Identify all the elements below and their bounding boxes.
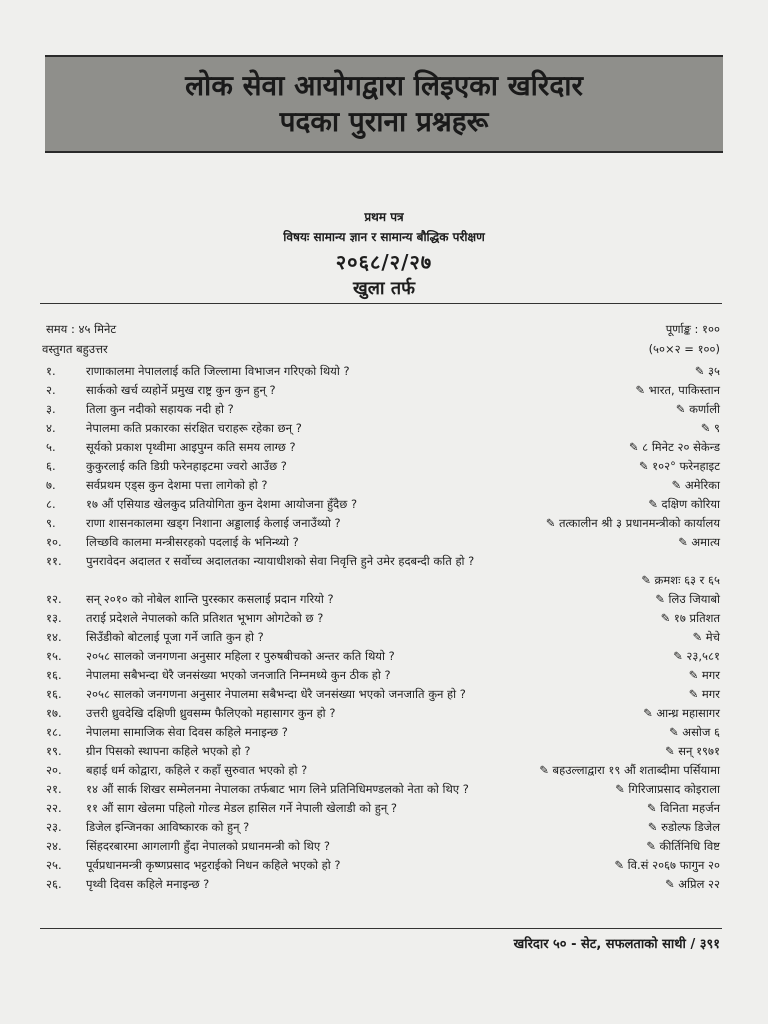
question-number: ८. (46, 497, 56, 511)
question-row (40, 837, 722, 856)
question-text: २०५८ सालको जनगणना अनुसार नेपालमा सबैभन्दा धेरै जनसंख्या भएको जनजाति कुन हो ? (86, 687, 466, 701)
question-number: १२. (46, 592, 62, 606)
question-number: १४. (46, 630, 62, 644)
question-number: ९. (46, 516, 56, 530)
question-number: ६. (46, 459, 56, 473)
question-row (40, 628, 722, 647)
question-answer: ✎ दक्षिण कोरिया (648, 497, 720, 511)
marks-calculation: (५०×२ = १००) (648, 342, 720, 356)
question-row (40, 514, 722, 533)
question-row (40, 723, 722, 742)
question-answer: ✎ कर्णाली (675, 402, 720, 416)
question-row (40, 495, 722, 514)
question-answer: ✎ वि.सं २०६७ फागुन २० (614, 858, 720, 872)
question-text: सिंहदरबारमा आगलागी हुँदा नेपालको प्रधानमन्त्री को थिए ? (86, 839, 331, 853)
question-row (40, 742, 722, 761)
question-text: राणा शासनकालमा खड्ग निशाना अड्डालाई केलाई जनाउँथ्यो ? (86, 516, 341, 530)
question-answer: ✎ अमात्य (678, 535, 720, 549)
exam-time: समय : ४५ मिनेट (46, 322, 117, 336)
question-row (40, 818, 722, 837)
question-answer: ✎ १७ प्रतिशत (660, 611, 720, 625)
question-answer: ✎ कीर्तिनिधि विष्ट (646, 839, 720, 853)
question-text: पुनरावेदन अदालत र सर्वोच्च अदालतका न्यायाधीशको सेवा निवृत्ति हुने उमेर हदबन्दी कति हो ? (86, 554, 475, 568)
question-row (40, 476, 722, 495)
question-row (40, 533, 722, 552)
question-number: १. (46, 364, 56, 378)
question-answer: ✎ मेचे (692, 630, 720, 644)
question-row (40, 704, 722, 723)
full-marks: पूर्णाङ्क : १०० (665, 322, 720, 336)
question-text: कुकुरलाई कति डिग्री फरेनहाइटमा ज्वरो आउँछ ? (86, 459, 287, 473)
question-text: बहाई धर्म कोद्वारा, कहिले र कहाँ सुरुवात भएको हो ? (86, 763, 308, 777)
question-row (40, 666, 722, 685)
question-answer: ✎ १०२° फरेनहाइट (638, 459, 720, 473)
question-answer: ✎ मगर (688, 687, 720, 701)
question-row (40, 799, 722, 818)
question-text: सूर्यको प्रकाश पृथ्वीमा आइपुग्न कति समय लाग्छ ? (86, 440, 296, 454)
question-text: सर्वप्रथम एड्स कुन देशमा पत्ता लागेको हो ? (86, 478, 268, 492)
subject-line: विषयः सामान्य ज्ञान र सामान्य बौद्धिक परीक्षण (283, 230, 485, 244)
question-number: २३. (46, 820, 62, 834)
question-type: वस्तुगत बहुउत्तर (42, 342, 108, 356)
question-number: ७. (46, 478, 56, 492)
question-text: ग्रीन पिसको स्थापना कहिले भएको हो ? (86, 744, 251, 758)
question-number: १६. (46, 668, 62, 682)
question-text: सिउँडीको बोटलाई पूजा गर्ने जाति कुन हो ? (86, 630, 264, 644)
question-row (40, 590, 722, 609)
question-number: १७. (46, 706, 62, 720)
page-footer: खरिदार ५० - सेट, सफलताको साथी / ३९१ (513, 937, 720, 952)
question-number: २. (46, 383, 56, 397)
question-answer: ✎ आन्ध्र महासागर (643, 706, 720, 720)
question-row (40, 647, 722, 666)
question-number: १८. (46, 725, 62, 739)
question-answer: ✎ रुडोल्फ डिजेल (647, 820, 720, 834)
question-answer: ✎ क्रमशः ६३ र ६५ (641, 573, 720, 587)
question-row (40, 381, 722, 400)
question-text: ११ औं साग खेलमा पहिलो गोल्ड मेडल हासिल गर्ने नेपाली खेलाडी को हुन् ? (86, 801, 397, 815)
paper-label: प्रथम पत्र (364, 210, 404, 224)
question-answer: ✎ गिरिजाप्रसाद कोइराला (615, 782, 720, 796)
question-text: डिजेल इन्जिनका आविष्कारक को हुन् ? (86, 820, 250, 834)
question-answer: ✎ लिउ जियाबो (655, 592, 720, 606)
question-row (40, 362, 722, 381)
question-answer: ✎ बहउल्लाद्वारा १९ औं शताब्दीमा पर्सियामा (539, 763, 720, 777)
question-text: सार्कको खर्च व्यहोर्ने प्रमुख राष्ट्र कुन कुन हुन् ? (86, 383, 276, 397)
question-answer: ✎ असोज ६ (669, 725, 720, 739)
question-number: २०. (46, 763, 62, 777)
banner-title-line1: लोक सेवा आयोगद्वारा लिइएका खरिदार (185, 69, 583, 102)
question-number: १०. (46, 535, 62, 549)
question-text: नेपालमा कति प्रकारका संरक्षित चराहरू रहेका छन् ? (86, 421, 302, 435)
question-number: २६. (46, 877, 62, 891)
question-number: ४. (46, 421, 56, 435)
question-row (40, 552, 722, 571)
question-number: १९. (46, 744, 62, 758)
question-text: नेपालमा सबैभन्दा धेरै जनसंख्या भएको जनजाति निम्नमध्ये कुन ठीक हो ? (86, 668, 391, 682)
question-answer: ✎ तत्कालीन श्री ३ प्रधानमन्त्रीको कार्यालय (545, 516, 720, 530)
question-number: २५. (46, 858, 62, 872)
question-answer: ✎ सन् १९७१ (664, 744, 720, 758)
banner-title-line2: पदका पुराना प्रश्नहरू (279, 105, 489, 138)
question-text: तिला कुन नदीको सहायक नदी हो ? (86, 402, 234, 416)
question-text: सन् २०१० को नोबेल शान्ति पुरस्कार कसलाई प्रदान गरियो ? (86, 592, 334, 606)
question-text: पूर्वप्रधानमन्त्री कृष्णप्रसाद भट्टराईको निधन कहिले भएको हो ? (86, 858, 341, 872)
question-text: १७ औं एसियाड खेलकुद प्रतियोगिता कुन देशमा आयोजना हुँदैछ ? (86, 497, 358, 511)
question-answer: ✎ अप्रिल २२ (664, 877, 720, 891)
question-row (40, 400, 722, 419)
question-text: पृथ्वी दिवस कहिले मनाइन्छ ? (86, 877, 210, 891)
question-row (40, 457, 722, 476)
question-number: १३. (46, 611, 62, 625)
question-row (40, 856, 722, 875)
question-answer: ✎ ८ मिनेट २० सेकेन्ड (628, 440, 720, 454)
question-row (40, 761, 722, 780)
question-row (40, 685, 722, 704)
question-answer: ✎ अमेरिका (671, 478, 720, 492)
question-number: ३. (46, 402, 56, 416)
question-text: तराई प्रदेशले नेपालको कति प्रतिशत भूभाग ओगटेको छ ? (86, 611, 324, 625)
question-text: लिच्छवि कालमा मन्त्रीसरहको पदलाई के भनिन्थ्यो ? (86, 535, 299, 549)
question-number: ११. (46, 554, 62, 568)
title-banner (45, 55, 723, 153)
question-row (40, 419, 722, 438)
section-title: खुला तर्फ (353, 278, 415, 299)
question-text: राणाकालमा नेपाललाई कति जिल्लामा विभाजन गरिएको थियो ? (86, 364, 350, 378)
question-answer: ✎ मगर (688, 668, 720, 682)
question-answer: ✎ ९ (700, 421, 720, 435)
question-row (40, 609, 722, 628)
question-row (40, 780, 722, 799)
question-text: १४ औं सार्क शिखर सम्मेलनमा नेपालका तर्फबाट भाग लिने प्रतिनिधिमण्डलको नेता को थिए ? (86, 782, 469, 796)
question-answer: ✎ ३५ (694, 364, 720, 378)
question-number: १५. (46, 649, 62, 663)
question-number: ५. (46, 440, 56, 454)
question-row (40, 438, 722, 457)
question-number: २२. (46, 801, 62, 815)
question-answer: ✎ विनिता महर्जन (646, 801, 720, 815)
question-row (40, 571, 722, 590)
question-number: २१. (46, 782, 62, 796)
question-answer: ✎ २३,५८१ (673, 649, 720, 663)
question-number: १६. (46, 687, 62, 701)
question-row (40, 875, 722, 894)
question-answer: ✎ भारत, पाकिस्तान (635, 383, 720, 397)
header-divider (40, 303, 722, 304)
question-number: २४. (46, 839, 62, 853)
question-text: २०५८ सालको जनगणना अनुसार महिला र पुरुषबीचको अन्तर कति थियो ? (86, 649, 395, 663)
question-text: उत्तरी ध्रुवदेखि दक्षिणी ध्रुवसम्म फैलिएको महासागर कुन हो ? (86, 706, 336, 720)
footer-divider (40, 928, 722, 929)
question-text: नेपालमा सामाजिक सेवा दिवस कहिले मनाइन्छ ? (86, 725, 288, 739)
exam-date: २०६८/२/२७ (335, 250, 433, 274)
